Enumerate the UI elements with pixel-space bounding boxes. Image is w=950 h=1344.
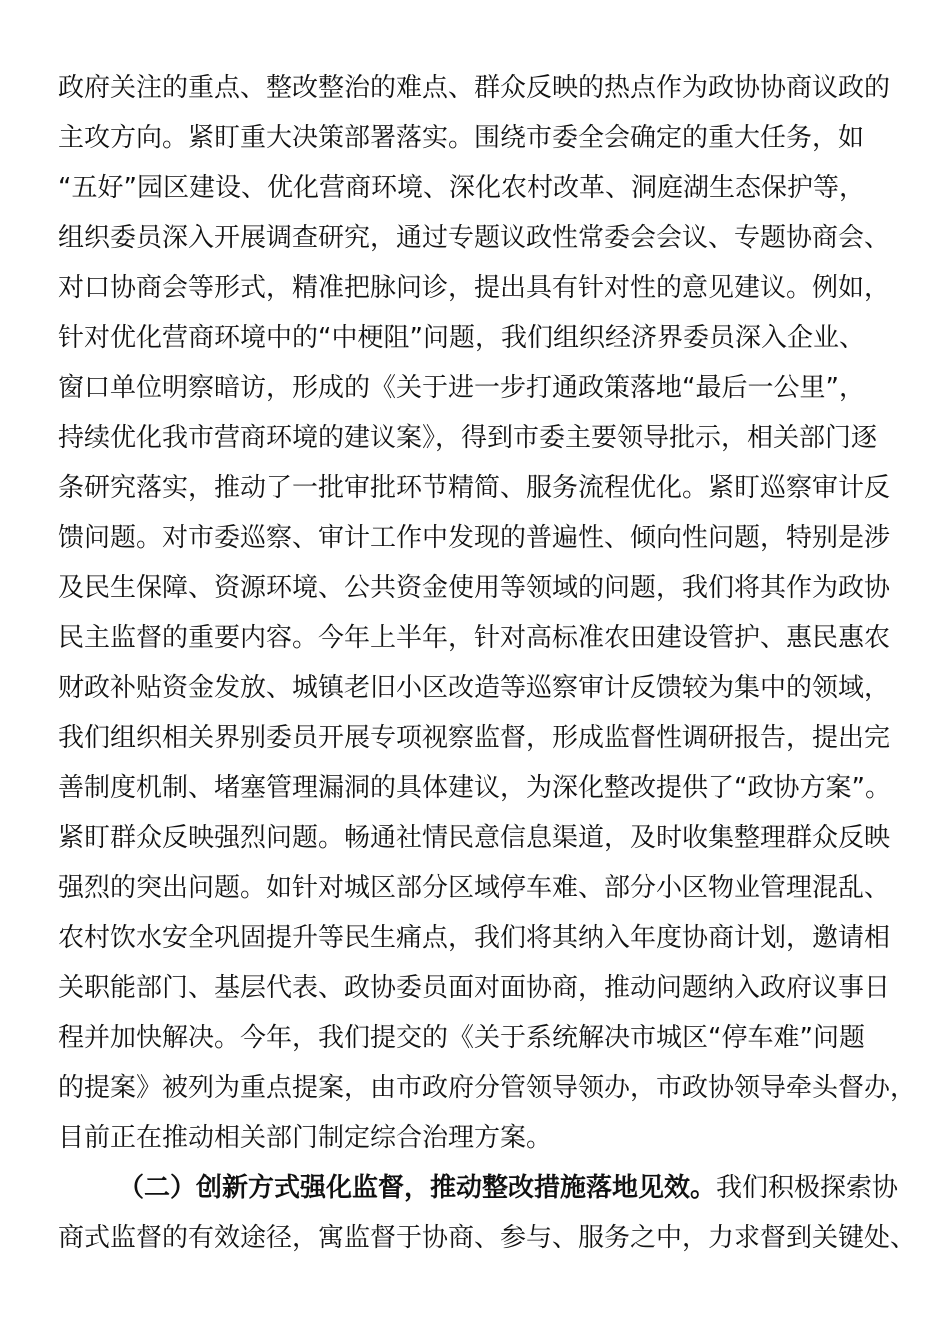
text-line: 民主监督的重要内容。今年上半年，针对高标准农田建设管护、惠民惠农 [58,623,891,653]
text-line: 商式监督的有效途径，寓监督于协商、参与、服务之中，力求督到关键处、 [58,1223,917,1253]
text-line: 政府关注的重点、整改整治的难点、群众反映的热点作为政协协商议政的 [58,73,891,103]
text-line: 馈问题。对市委巡察、审计工作中发现的普遍性、倾向性问题，特别是涉 [58,523,891,553]
text-line: 善制度机制、堵塞管理漏洞的具体建议，为深化整改提供了“政协方案”。 [58,773,891,803]
text-line: 的提案》被列为重点提案，由市政府分管领导领办，市政协领导牵头督办， [58,1073,917,1103]
section-line [118,1168,898,1208]
text-line: 窗口单位明察暗访，形成的《关于进一步打通政策落地“最后一公里”， [58,373,865,403]
text-line: 对口协商会等形式，精准把脉问诊，提出具有针对性的意见建议。例如， [58,273,891,303]
text-line: 条研究落实，推动了一批审批环节精简、服务流程优化。紧盯巡察审计反 [58,473,891,503]
text-line: 针对优化营商环境中的“中梗阻”问题，我们组织经济界委员深入企业、 [58,323,865,353]
text-line: 程并加快解决。今年，我们提交的《关于系统解决市城区“停车难”问题 [58,1023,865,1053]
section-heading: （二）创新方式强化监督，推动整改措施落地见效。 [118,1173,717,1203]
text-line: 紧盯群众反映强烈问题。畅通社情民意信息渠道，及时收集整理群众反映 [58,823,891,853]
text-line: 农村饮水安全巩固提升等民生痛点，我们将其纳入年度协商计划，邀请相 [58,923,891,953]
text-line: 财政补贴资金发放、城镇老旧小区改造等巡察审计反馈较为集中的领域， [58,673,891,703]
text-line: 及民生保障、资源环境、公共资金使用等领域的问题，我们将其作为政协 [58,573,891,603]
text-line: 持续优化我市营商环境的建议案》，得到市委主要领导批示，相关部门逐 [58,423,878,453]
text-line: 目前正在推动相关部门制定综合治理方案。 [58,1123,553,1153]
text-line: 组织委员深入开展调查研究，通过专题议政性常委会会议、专题协商会、 [58,223,891,253]
text-line: “五好”园区建设、优化营商环境、深化农村改革、洞庭湖生态保护等， [58,173,865,203]
text-line: 我们组织相关界别委员开展专项视察监督，形成监督性调研报告，提出完 [58,723,891,753]
section-text: 我们积极探索协 [716,1173,899,1203]
text-line: 强烈的突出问题。如针对城区部分区域停车难、部分小区物业管理混乱、 [58,873,891,903]
text-line: 主攻方向。紧盯重大决策部署落实。围绕市委全会确定的重大任务，如 [58,123,865,153]
text-line: 关职能部门、基层代表、政协委员面对面协商，推动问题纳入政府议事日 [58,973,891,1003]
